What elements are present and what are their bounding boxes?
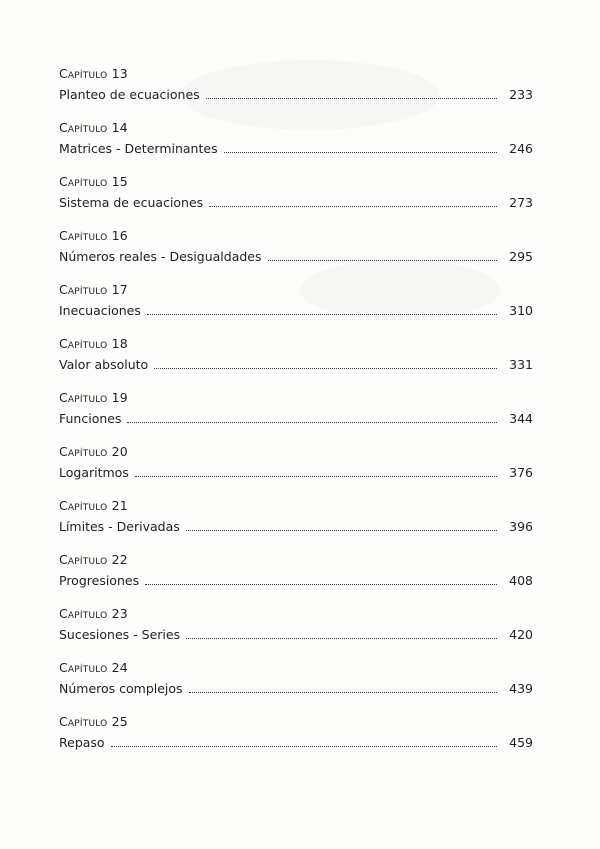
- dot-leader: [186, 530, 497, 531]
- chapter-title: Funciones: [59, 411, 122, 426]
- toc-line: [59, 517, 533, 535]
- chapter-title: Matrices - Determinantes: [59, 141, 218, 156]
- chapter-number: Capítulo 19: [59, 390, 128, 405]
- chapter-number: Capítulo 22: [59, 552, 128, 567]
- page-number: 459: [509, 735, 533, 750]
- page-number: 246: [509, 141, 533, 156]
- page-number: 233: [509, 87, 533, 102]
- toc-line: [59, 571, 533, 589]
- toc-line: [59, 301, 533, 319]
- toc-line: [59, 625, 533, 643]
- dot-leader: [209, 206, 497, 207]
- toc-entry: [59, 444, 533, 498]
- chapter-number: Capítulo 14: [59, 120, 128, 135]
- chapter-number: Capítulo 23: [59, 606, 128, 621]
- dot-leader: [268, 260, 497, 261]
- toc-entry: [59, 606, 533, 660]
- chapter-title: Inecuaciones: [59, 303, 141, 318]
- toc-entry: [59, 714, 533, 768]
- page-number: 396: [509, 519, 533, 534]
- toc-line: [59, 247, 533, 265]
- toc-line: [59, 85, 533, 103]
- page-number: 310: [509, 303, 533, 318]
- chapter-number: Capítulo 17: [59, 282, 128, 297]
- dot-leader: [224, 152, 497, 153]
- toc-line: [59, 193, 533, 211]
- toc-entry: [59, 174, 533, 228]
- page-number: 439: [509, 681, 533, 696]
- page-number: 295: [509, 249, 533, 264]
- dot-leader: [206, 98, 497, 99]
- page-number: 331: [509, 357, 533, 372]
- toc-line: [59, 139, 533, 157]
- page-number: 420: [509, 627, 533, 642]
- chapter-number: Capítulo 15: [59, 174, 128, 189]
- chapter-title: Números complejos: [59, 681, 183, 696]
- toc-entry: [59, 660, 533, 714]
- chapter-number: Capítulo 13: [59, 66, 128, 81]
- chapter-number: Capítulo 21: [59, 498, 128, 513]
- page-number: 273: [509, 195, 533, 210]
- toc-line: [59, 463, 533, 481]
- chapter-title: Límites - Derivadas: [59, 519, 180, 534]
- toc-entry: [59, 282, 533, 336]
- toc-entry: [59, 120, 533, 174]
- chapter-title: Progresiones: [59, 573, 140, 588]
- toc-line: [59, 409, 533, 427]
- dot-leader: [154, 368, 497, 369]
- toc-line: [59, 355, 533, 373]
- dot-leader: [189, 692, 497, 693]
- dot-leader: [145, 584, 497, 585]
- dot-leader: [135, 476, 497, 477]
- toc-entry: [59, 498, 533, 552]
- dot-leader: [147, 314, 497, 315]
- table-of-contents: [59, 66, 533, 768]
- dot-leader: [127, 422, 497, 423]
- toc-entry: [59, 552, 533, 606]
- page-number: 408: [509, 573, 533, 588]
- chapter-number: Capítulo 18: [59, 336, 128, 351]
- toc-entry: [59, 228, 533, 282]
- chapter-title: Sistema de ecuaciones: [59, 195, 204, 210]
- toc-entry: [59, 66, 533, 120]
- toc-line: [59, 679, 533, 697]
- chapter-number: Capítulo 20: [59, 444, 128, 459]
- chapter-title: Repaso: [59, 735, 105, 750]
- chapter-title: Sucesiones - Series: [59, 627, 181, 642]
- chapter-number: Capítulo 24: [59, 660, 128, 675]
- page-number: 344: [509, 411, 533, 426]
- toc-line: [59, 733, 533, 751]
- chapter-number: Capítulo 16: [59, 228, 128, 243]
- toc-entry: [59, 390, 533, 444]
- chapter-title: Planteo de ecuaciones: [59, 87, 200, 102]
- toc-entry: [59, 336, 533, 390]
- dot-leader: [186, 638, 497, 639]
- dot-leader: [111, 746, 497, 747]
- page-number: 376: [509, 465, 533, 480]
- chapter-number: Capítulo 25: [59, 714, 128, 729]
- chapter-title: Logaritmos: [59, 465, 129, 480]
- chapter-title: Números reales - Desigualdades: [59, 249, 262, 264]
- chapter-title: Valor absoluto: [59, 357, 149, 372]
